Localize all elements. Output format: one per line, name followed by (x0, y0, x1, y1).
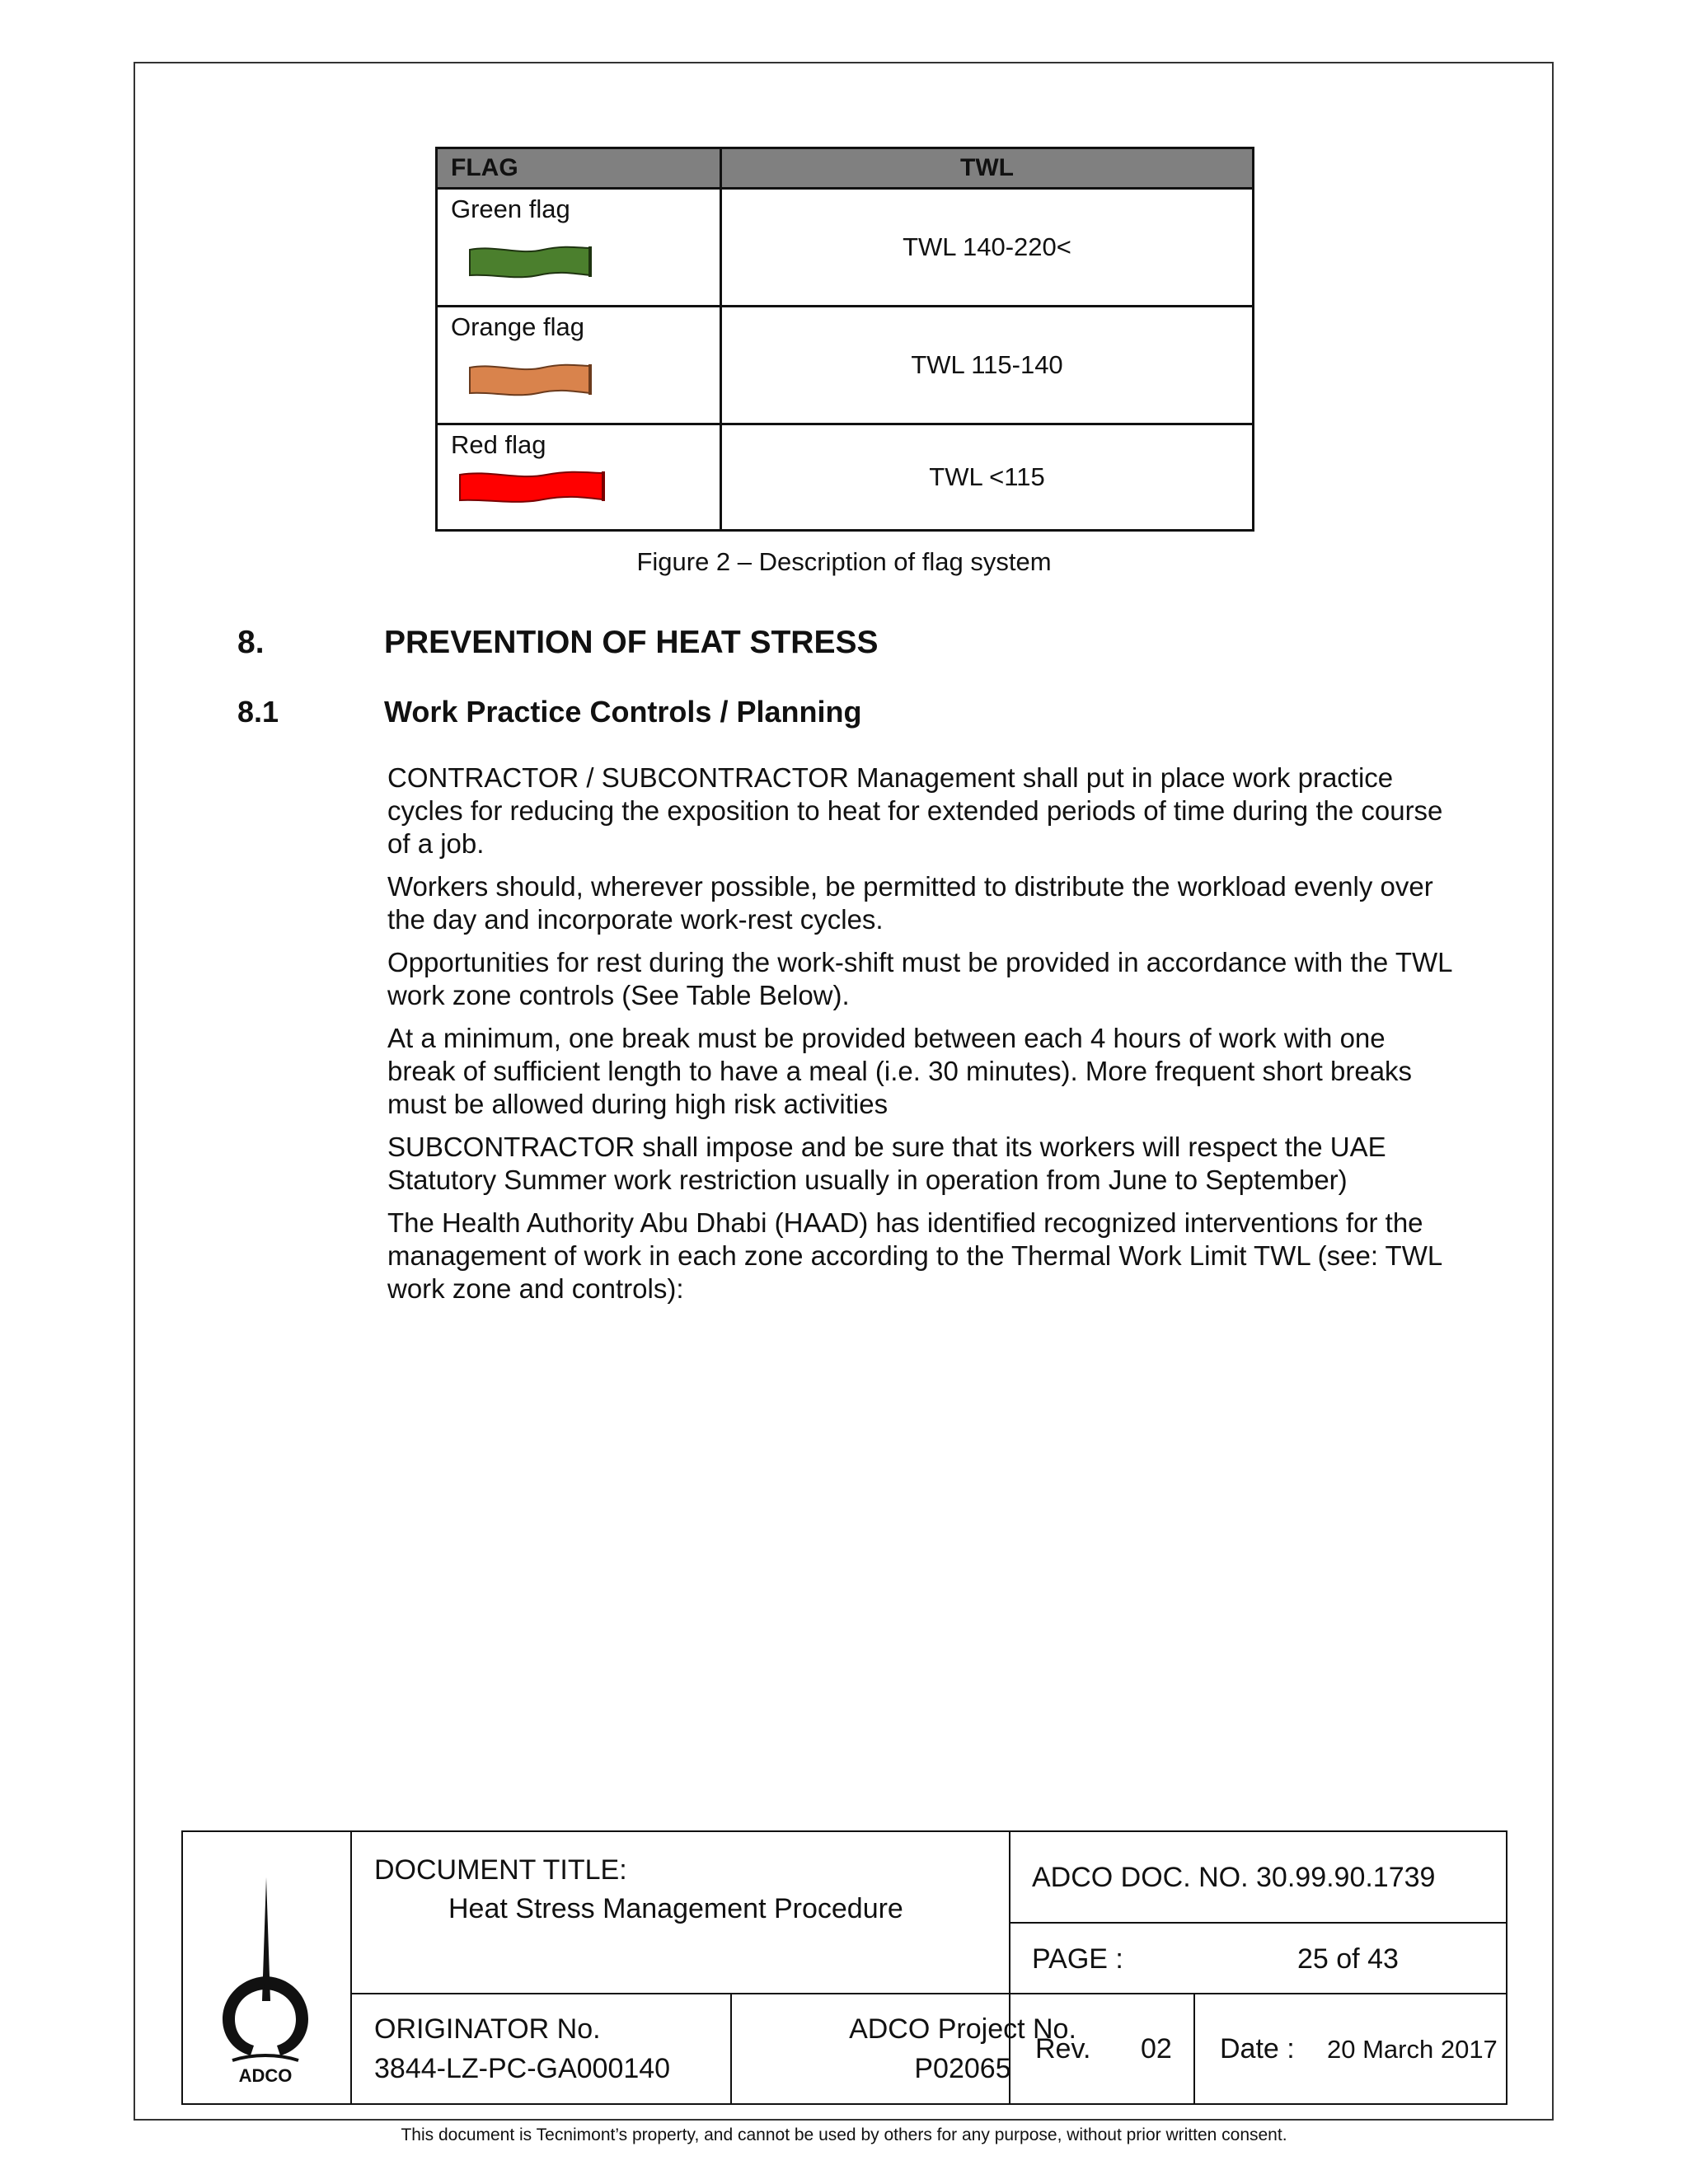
document-title-block (181, 1830, 1507, 2105)
document-title: Heat Stress Management Procedure (448, 1893, 903, 1924)
flag-cell (437, 189, 721, 307)
divider (1009, 1922, 1506, 1924)
logo-text: ADCO (238, 2065, 293, 2086)
paragraph: Workers should, wherever possible, be permitted to distribute the workload evenly over the day and incorporate work-rest cycles. (387, 871, 1433, 935)
section-title: PREVENTION OF HEAT STRESS (384, 625, 879, 660)
table-row-green (437, 189, 1254, 307)
section-number: 8. (237, 625, 265, 660)
header-twl: TWL (721, 148, 1254, 189)
orange-flag-shape (470, 365, 590, 396)
twl-value-red: TWL <115 (721, 424, 1254, 531)
paragraph: The Health Authority Abu Dhabi (HAAD) has identified recognized interventions for the management of work in each zone according to the Thermal Work Limit TWL (see: TWL work zone and controls): (387, 1207, 1442, 1304)
adco-logo (208, 1877, 323, 2092)
footer-disclaimer: This document is Tecnimont’s property, and cannot be used by others for any purpose, without prior written consent. (401, 2125, 1287, 2144)
date-label: Date : (1220, 2033, 1295, 2064)
flag-label-green: Green flag (451, 194, 570, 223)
figure-caption: Figure 2 – Description of flag system (636, 547, 1052, 576)
red-flag-icon (457, 468, 606, 506)
paragraph: Opportunities for rest during the work-shift must be provided in accordance with the TWL work zone controls (See Table Below). (387, 947, 1452, 1010)
subsection-title: Work Practice Controls / Planning (384, 695, 862, 729)
divider (350, 1993, 1506, 1994)
green-flag-icon (467, 242, 593, 280)
red-flag-shape (460, 472, 603, 502)
paragraph: At a minimum, one break must be provided between each 4 hours of work with one break of sufficient length to have a meal (i.e. 30 minutes). More frequent short breaks must be allowed during high risk activities (387, 1023, 1413, 1119)
subsection-number: 8.1 (237, 695, 279, 729)
originator-label: ORIGINATOR No. (374, 2013, 601, 2045)
paragraph: CONTRACTOR / SUBCONTRACTOR Management shall put in place work practice cycles for reducing the exposition to heat for extended periods of time during the course of a job. (387, 762, 1443, 859)
rev-label: Rev. (1035, 2033, 1091, 2064)
flag-table (435, 147, 1254, 532)
twl-value-green: TWL 140-220< (721, 189, 1254, 307)
flag-label-red: Red flag (451, 430, 546, 459)
divider (730, 1993, 732, 2103)
orange-flag-icon (467, 360, 593, 398)
table-row-red (437, 424, 1254, 531)
flag-table-header (437, 148, 1254, 189)
page-number: 25 of 43 (1297, 1943, 1399, 1975)
table-row-orange (437, 307, 1254, 424)
originator-number: 3844-LZ-PC-GA000140 (374, 2053, 671, 2084)
twl-value-orange: TWL 115-140 (721, 307, 1254, 424)
divider (1193, 1993, 1195, 2103)
adco-doc-no: ADCO DOC. NO. 30.99.90.1739 (1032, 1862, 1436, 1893)
divider (350, 1832, 352, 2103)
project-label: ADCO Project No. (849, 2013, 1076, 2045)
date-value: 20 March 2017 (1327, 2035, 1498, 2064)
flag-label-orange: Orange flag (451, 312, 584, 341)
paragraph: SUBCONTRACTOR shall impose and be sure that its workers will respect the UAE Statutory Summer work restriction usually in operation from June to September) (387, 1132, 1386, 1195)
header-flag: FLAG (437, 148, 721, 189)
green-flag-shape (470, 247, 590, 278)
document-title-label: DOCUMENT TITLE: (374, 1854, 627, 1886)
body-text (387, 762, 1459, 1315)
rev-value: 02 (1141, 2033, 1172, 2064)
project-number: P02065 (914, 2053, 1011, 2084)
page-label: PAGE : (1032, 1943, 1123, 1975)
flag-cell (437, 307, 721, 424)
flag-cell (437, 424, 721, 531)
